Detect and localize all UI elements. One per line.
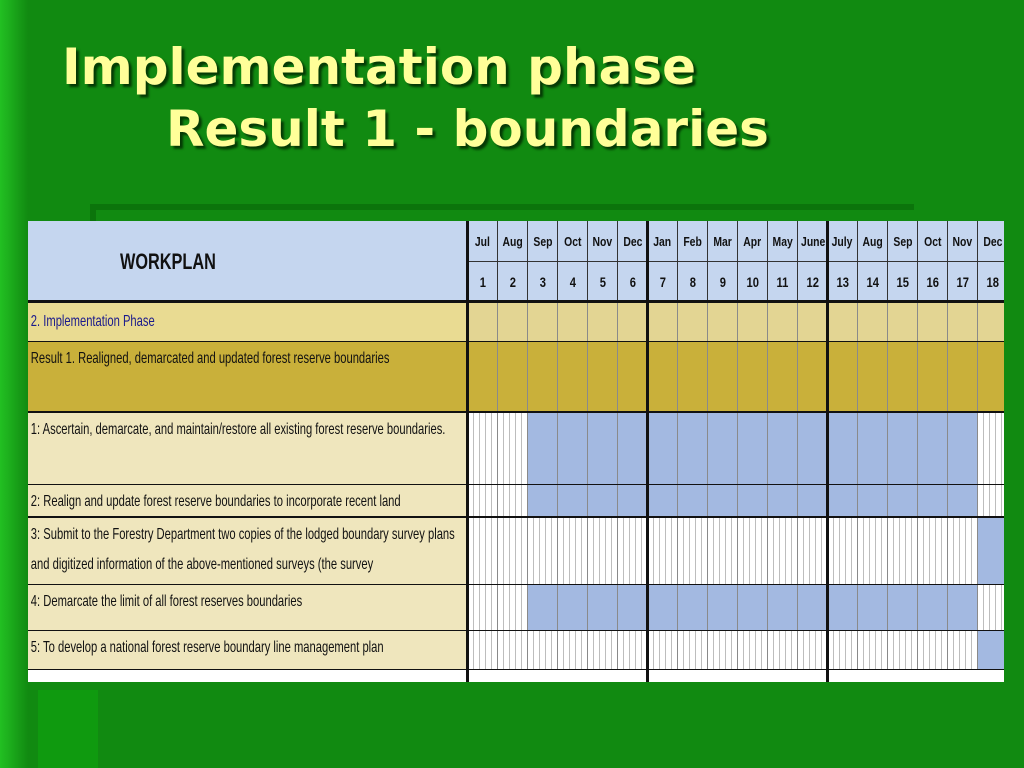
month-cell xyxy=(528,631,558,670)
month-cell xyxy=(708,631,738,670)
month-cell xyxy=(768,585,798,631)
month-number-label: 12 xyxy=(806,274,819,290)
month-label: Nov xyxy=(592,234,613,249)
month-cell xyxy=(498,342,528,413)
month-cell xyxy=(618,585,648,631)
month-cell xyxy=(648,302,678,342)
month-header xyxy=(558,221,588,262)
month-number xyxy=(528,262,558,302)
month-cell xyxy=(528,413,558,485)
month-number xyxy=(918,262,948,302)
month-number-label: 3 xyxy=(539,274,546,290)
workplan-row-label xyxy=(28,485,468,518)
month-cell xyxy=(618,302,648,342)
month-cell xyxy=(798,302,828,342)
month-number-label: 9 xyxy=(719,274,726,290)
month-header xyxy=(708,221,738,262)
month-label: Sep xyxy=(892,234,913,249)
month-cell xyxy=(738,302,768,342)
month-cell xyxy=(918,585,948,631)
month-number-label: 1 xyxy=(479,274,486,290)
month-header xyxy=(678,221,708,262)
month-cell xyxy=(828,342,858,413)
month-cell xyxy=(828,518,858,585)
month-number xyxy=(768,262,798,302)
month-cell xyxy=(528,518,558,585)
month-cell xyxy=(918,302,948,342)
month-cell xyxy=(798,631,828,670)
month-label: Apr xyxy=(743,234,762,249)
month-cell xyxy=(948,631,978,670)
month-cell xyxy=(648,631,678,670)
month-number xyxy=(708,262,738,302)
month-number-label: 6 xyxy=(629,274,636,290)
month-header xyxy=(588,221,618,262)
month-cell xyxy=(738,413,768,485)
month-number-label: 4 xyxy=(569,274,576,290)
month-label: July xyxy=(832,234,853,249)
month-cell xyxy=(588,585,618,631)
workplan-label: WORKPLAN xyxy=(120,249,216,274)
background-accent xyxy=(38,690,98,768)
month-header xyxy=(498,221,528,262)
month-number xyxy=(618,262,648,302)
month-cell xyxy=(708,342,738,413)
month-cell xyxy=(648,518,678,585)
month-cell xyxy=(948,413,978,485)
block-divider xyxy=(466,221,469,682)
month-number xyxy=(498,262,528,302)
month-label: Mar xyxy=(713,234,732,249)
row-label-text: 2: Realign and update forest reserve boundaries to incorporate recent land xyxy=(30,493,401,510)
workplan-row-label xyxy=(28,342,468,413)
month-cell xyxy=(588,302,618,342)
month-cell xyxy=(948,585,978,631)
month-cell xyxy=(528,302,558,342)
month-cell xyxy=(558,302,588,342)
month-number xyxy=(798,262,828,302)
workplan-row-label xyxy=(28,631,468,670)
month-cell xyxy=(678,518,708,585)
month-cell xyxy=(858,518,888,585)
month-cell xyxy=(768,413,798,485)
month-cell xyxy=(738,485,768,518)
month-number xyxy=(678,262,708,302)
month-label: May xyxy=(772,234,793,249)
month-cell xyxy=(678,413,708,485)
month-header xyxy=(918,221,948,262)
month-cell xyxy=(738,342,768,413)
row-divider xyxy=(28,669,1004,670)
month-label: Sep xyxy=(532,234,553,249)
month-cell xyxy=(648,413,678,485)
month-cell xyxy=(828,631,858,670)
month-number-label: 10 xyxy=(746,274,759,290)
month-header xyxy=(618,221,648,262)
month-label: Jul xyxy=(474,234,491,249)
month-cell xyxy=(648,342,678,413)
month-cell xyxy=(888,413,918,485)
month-cell xyxy=(648,485,678,518)
month-number-label: 17 xyxy=(956,274,969,290)
row-label-text: 5: To develop a national forest reserve boundary line management plan xyxy=(30,639,384,656)
table-shadow-top xyxy=(96,204,914,210)
month-cell xyxy=(588,485,618,518)
month-cell xyxy=(648,585,678,631)
month-number xyxy=(468,262,498,302)
month-cell xyxy=(618,518,648,585)
month-number-label: 13 xyxy=(836,274,849,290)
month-cell xyxy=(468,342,498,413)
month-cell xyxy=(978,413,1004,485)
month-cell xyxy=(828,302,858,342)
month-label: Jan xyxy=(653,234,672,249)
month-cell xyxy=(888,485,918,518)
month-number-label: 8 xyxy=(689,274,696,290)
slide-title-line-2: Result 1 - boundaries xyxy=(166,100,769,158)
month-cell xyxy=(948,518,978,585)
month-cell xyxy=(498,518,528,585)
month-header xyxy=(978,221,1004,262)
workplan-header xyxy=(28,221,468,302)
month-cell xyxy=(468,302,498,342)
header-divider xyxy=(28,300,1004,303)
month-number xyxy=(858,262,888,302)
month-number xyxy=(978,262,1004,302)
month-cell xyxy=(678,585,708,631)
month-number xyxy=(888,262,918,302)
month-number xyxy=(648,262,678,302)
month-cell xyxy=(528,585,558,631)
month-cell xyxy=(918,631,948,670)
month-cell xyxy=(888,342,918,413)
month-cell xyxy=(768,518,798,585)
month-cell xyxy=(708,518,738,585)
workplan-row-label xyxy=(28,585,468,631)
month-cell xyxy=(768,302,798,342)
workplan-row-label xyxy=(28,302,468,342)
month-label: Aug xyxy=(862,234,883,249)
month-cell xyxy=(888,631,918,670)
month-cell xyxy=(498,585,528,631)
month-cell xyxy=(828,485,858,518)
month-cell xyxy=(588,518,618,585)
month-cell xyxy=(618,413,648,485)
month-cell xyxy=(468,518,498,585)
month-cell xyxy=(978,485,1004,518)
month-cell xyxy=(678,302,708,342)
row-label-text: 1: Ascertain, demarcate, and maintain/restore all existing forest reserve boundaries. xyxy=(30,421,446,438)
month-cell xyxy=(618,631,648,670)
month-cell xyxy=(528,485,558,518)
month-number-label: 18 xyxy=(986,274,999,290)
month-cell xyxy=(468,413,498,485)
month-cell xyxy=(948,342,978,413)
month-cell xyxy=(588,631,618,670)
month-cell xyxy=(498,631,528,670)
month-cell xyxy=(558,413,588,485)
month-cell xyxy=(918,518,948,585)
month-header xyxy=(948,221,978,262)
month-label: Feb xyxy=(683,234,702,249)
month-cell xyxy=(858,302,888,342)
month-cell xyxy=(618,342,648,413)
month-cell xyxy=(738,518,768,585)
month-cell xyxy=(498,485,528,518)
month-cell xyxy=(978,585,1004,631)
month-number xyxy=(558,262,588,302)
month-cell xyxy=(888,585,918,631)
slide-title-line-1: Implementation phase xyxy=(62,38,696,96)
month-cell xyxy=(918,342,948,413)
month-cell xyxy=(918,485,948,518)
month-header xyxy=(468,221,498,262)
month-cell xyxy=(468,631,498,670)
slide-title xyxy=(62,36,769,160)
month-label: Oct xyxy=(923,234,942,249)
month-header xyxy=(528,221,558,262)
month-number-label: 15 xyxy=(896,274,909,290)
month-cell xyxy=(828,585,858,631)
row-label-text: Result 1. Realigned, demarcated and updated forest reserve boundaries xyxy=(30,350,390,367)
month-cell xyxy=(588,342,618,413)
month-cell xyxy=(558,485,588,518)
month-number-label: 11 xyxy=(776,274,789,290)
month-cell xyxy=(858,413,888,485)
month-cell xyxy=(498,302,528,342)
month-number-label: 5 xyxy=(599,274,606,290)
month-number xyxy=(828,262,858,302)
workplan-row-label xyxy=(28,518,468,585)
month-cell xyxy=(708,485,738,518)
month-cell xyxy=(798,485,828,518)
month-cell xyxy=(858,485,888,518)
workplan-row-label xyxy=(28,413,468,485)
month-label: Dec xyxy=(622,234,643,249)
month-cell xyxy=(708,302,738,342)
month-cell xyxy=(888,518,918,585)
month-label: June xyxy=(801,234,826,249)
month-cell xyxy=(678,485,708,518)
month-cell xyxy=(738,585,768,631)
month-header xyxy=(768,221,798,262)
month-number xyxy=(738,262,768,302)
month-cell xyxy=(948,302,978,342)
month-cell xyxy=(828,413,858,485)
month-header xyxy=(648,221,678,262)
month-cell xyxy=(918,413,948,485)
month-cell xyxy=(858,342,888,413)
month-cell xyxy=(768,342,798,413)
month-cell xyxy=(768,631,798,670)
month-number-label: 7 xyxy=(659,274,666,290)
month-label: Dec xyxy=(982,234,1003,249)
workplan-table xyxy=(28,221,1004,682)
row-label-text: 2. Implementation Phase xyxy=(30,313,155,330)
month-cell xyxy=(528,342,558,413)
month-label: Nov xyxy=(952,234,973,249)
row-label-text: 3: Submit to the Forestry Department two copies of the lodged boundary survey plans and digitized information of the above-mentioned surveys (the survey xyxy=(30,526,455,573)
month-header xyxy=(828,221,858,262)
month-cell xyxy=(678,342,708,413)
month-cell xyxy=(948,485,978,518)
month-cell xyxy=(498,413,528,485)
month-label: Oct xyxy=(563,234,582,249)
month-cell xyxy=(618,485,648,518)
month-cell xyxy=(888,302,918,342)
month-cell xyxy=(708,413,738,485)
month-cell xyxy=(468,585,498,631)
month-cell xyxy=(678,631,708,670)
month-cell xyxy=(558,518,588,585)
month-cell xyxy=(558,342,588,413)
block-divider xyxy=(826,221,829,682)
background-gradient xyxy=(0,0,28,768)
month-cell xyxy=(588,413,618,485)
row-label-text: 4: Demarcate the limit of all forest reserves boundaries xyxy=(30,593,303,610)
month-header xyxy=(738,221,768,262)
month-cell xyxy=(738,631,768,670)
month-cell xyxy=(468,485,498,518)
month-header xyxy=(888,221,918,262)
block-divider xyxy=(646,221,649,682)
month-label: Aug xyxy=(502,234,523,249)
month-cell xyxy=(558,631,588,670)
month-number-label: 2 xyxy=(509,274,516,290)
month-number xyxy=(588,262,618,302)
month-number-label: 14 xyxy=(866,274,879,290)
month-number xyxy=(948,262,978,302)
month-cell xyxy=(978,631,1004,670)
month-cell xyxy=(798,518,828,585)
month-cell xyxy=(798,413,828,485)
month-cell xyxy=(978,342,1004,413)
month-cell xyxy=(558,585,588,631)
month-cell xyxy=(858,631,888,670)
month-cell xyxy=(978,302,1004,342)
month-header xyxy=(858,221,888,262)
month-header xyxy=(798,221,828,262)
month-cell xyxy=(798,585,828,631)
month-cell xyxy=(978,518,1004,585)
month-cell xyxy=(798,342,828,413)
month-cell xyxy=(858,585,888,631)
month-cell xyxy=(768,485,798,518)
month-number-label: 16 xyxy=(926,274,939,290)
month-cell xyxy=(708,585,738,631)
